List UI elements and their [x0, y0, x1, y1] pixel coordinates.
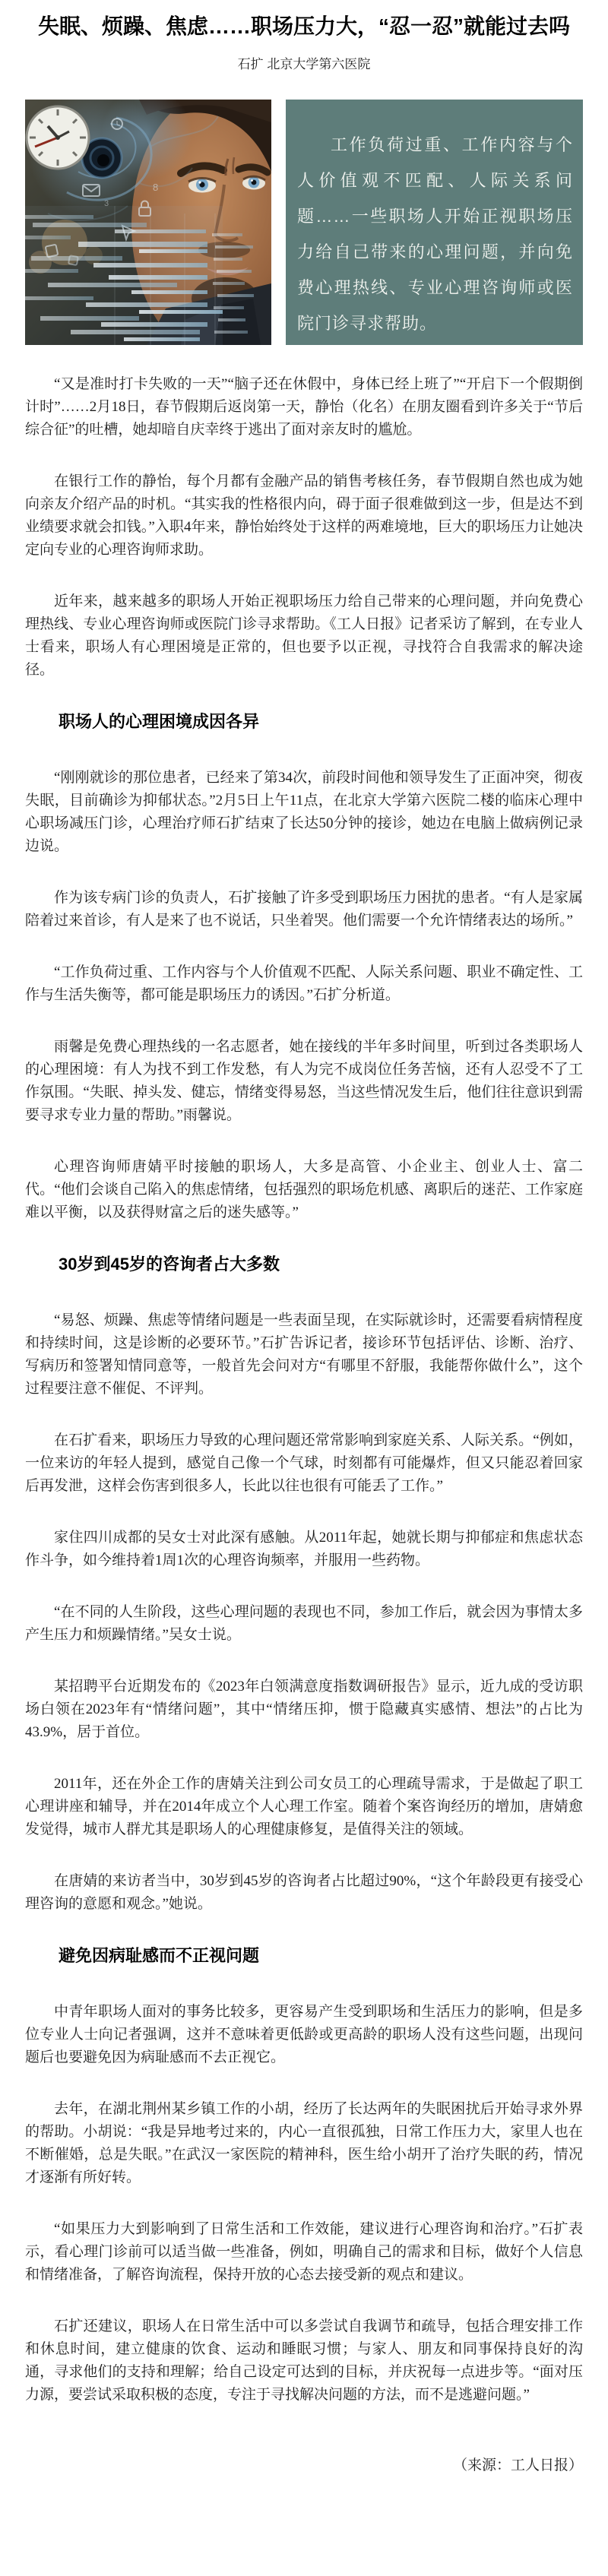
section-heading: 避免因病耻感而不正视问题	[59, 1945, 260, 1965]
paragraph: “又是准时打卡失败的一天”“脑子还在休假中，身体已经上班了”“开启下一个假期倒计时”……2月18日，春节假期后返岗第一天，静怡（化名）在朋友圈看到许多关于“节后综合征”的吐槽，她却暗自庆幸终于逃出了面对亲友时的尴尬。	[25, 375, 583, 438]
paragraph: 在唐婧的来访者当中，30岁到45岁的咨询者占比超过90%，“这个年龄段更有接受心理咨询的意愿和观念。”她说。	[25, 1872, 583, 1912]
paragraph: 作为该专病门诊的负责人，石扩接触了许多受到职场压力困扰的患者。“有人是家属陪着过来首诊，有人是来了也不说话，只坐着哭。他们需要一个允许情绪表达的场所。”	[25, 889, 583, 929]
stressed-worker-illustration	[25, 100, 271, 345]
article-body	[25, 373, 583, 2407]
paragraph: 家住四川成都的吴女士对此深有感触。从2011年起，她就长期与抑郁症和焦虑状态作斗争，如今维持着1周1次的心理咨询频率，并服用一些药物。	[25, 1529, 583, 1568]
clock-icon	[27, 106, 89, 169]
paragraph: 2011年，还在外企工作的唐婧关注到公司女员工的心理疏导需求，于是做起了职工心理讲座和辅导，并在2014年成立个人心理工作室。随着个案咨询经历的增加，唐婧愈发觉得，城市人群尤其是职场人的心理健康修复，是值得关注的领域。	[25, 1775, 583, 1837]
paragraph: “易怒、烦躁、焦虑等情绪问题是一些表面呈现，在实际就诊时，还需要看病情程度和持续时间，这是诊断的必要环节。”石扩告诉记者，接诊环节包括评估、诊断、治疗、写病历和签署知情同意等，一般首先会问对方“有哪里不舒服，我能帮你做什么”，这个过程要注意不催促、不评判。	[25, 1312, 583, 1397]
data-screen-overlay	[25, 206, 254, 345]
paragraph: 雨馨是免费心理热线的一名志愿者，她在接线的半年多时间里，听到过各类职场人的心理困境：有人为找不到工作发愁，有人为完不成岗位任务苦恼，还有人忍受不了工作氛围。“失眠、掉头发、健忘，情绪变得易怒，当这些情况发生后，他们往往意识到需要寻求专业力量的帮助。”雨馨说。	[25, 1038, 583, 1123]
paragraph: 石扩还建议，职场人在日常生活中可以多尝试自我调节和疏导，包括合理安排工作和休息时间，建立健康的饮食、运动和睡眠习惯；与家人、朋友和同事保持良好的沟通，寻求他们的支持和理解；给自己设定可达到的目标，并庆祝每一点进步等。“面对压力源，要尝试采取积极的态度，专注于寻找解决问题的方法，而不是逃避问题。”	[25, 2318, 583, 2403]
paragraph: “如果压力大到影响到了日常生活和工作效能，建议进行心理咨询和治疗。”石扩表示，看心理门诊前可以适当做一些准备，例如，明确自己的需求和目标，做好个人信息和情绪准备，了解咨询流程，保持开放的心态去接受新的观点和建议。	[25, 2220, 583, 2283]
section-heading: 职场人的心理困境成因各异	[59, 711, 260, 731]
paragraph: 在石扩看来，职场压力导致的心理问题还常常影响到家庭关系、人际关系。“例如，一位来访的年轻人提到，感觉自己像一个气球，时刻都有可能爆炸，但又只能忍着回家后再发泄，这样会伤害到很多人，长此以往也很有可能丢了工作。”	[25, 1432, 583, 1494]
hero-overlay-box	[286, 100, 583, 345]
svg-text:3: 3	[104, 198, 109, 208]
article-title: 失眠、烦躁、焦虑……职场压力大，“忍一忍”就能过去吗	[37, 14, 570, 38]
paragraph: 心理咨询师唐婧平时接触的职场人，大多是高管、小企业主、创业人士、富二代。“他们会谈自己陷入的焦虑情绪，包括强烈的职场危机感、离职后的迷茫、工作家庭难以平衡，以及获得财富之后的迷失感等。”	[25, 1158, 583, 1220]
paragraph: 去年，在湖北荆州某乡镇工作的小胡，经历了长达两年的失眠困扰后开始寻求外界的帮助。小胡说：“我是异地考过来的，内心一直很孤独，日常工作压力大，家里人也在不断催婚，总是失眠。”在武汉一家医院的精神科，医生给小胡开了治疗失眠的药，情况才逐渐有所好转。	[25, 2100, 583, 2185]
paragraph: 在银行工作的静怡，每个月都有金融产品的销售考核任务，春节假期自然也成为她向亲友介绍产品的时机。“其实我的性格很内向，碍于面子很难做到这一步，但是达不到业绩要求就会扣钱。”入职4年来，静怡始终处于这样的两难境地，巨大的职场压力让她决定向专业的心理咨询师求助。	[25, 473, 583, 558]
section-heading: 30岁到45岁的咨询者占大多数	[59, 1254, 280, 1274]
paragraph: “工作负荷过重、工作内容与个人价值观不匹配、人际关系问题、职业不确定性、工作与生活失衡等，都可能是职场压力的诱因。”石扩分析道。	[25, 964, 583, 1003]
article-page	[0, 12, 608, 2474]
article-source: （来源：工人日报）	[452, 2457, 583, 2473]
paragraph: 中青年职场人面对的事务比较多，更容易产生受到职场和生活压力的影响，但是多位专业人士向记者强调，这并不意味着更低龄或更高龄的职场人没有这些问题，出现问题后也要避免因为病耻感而不去正视它。	[25, 2003, 583, 2065]
paragraph: 近年来，越来越多的职场人开始正视职场压力给自己带来的心理问题，并向免费心理热线、专业心理咨询师或医院门诊寻求帮助。《工人日报》记者采访了解到，在专业人士看来，职场人有心理困境是正常的，但也要予以正视，寻找符合自我需求的解决途径。	[25, 593, 583, 678]
hero-overlay-text: 工作负荷过重、工作内容与个人价值观不匹配、人际关系问题……一些职场人开始正视职场压力给自己带来的心理问题，并向免费心理热线、专业心理咨询师或医院门诊寻求帮助。	[297, 134, 573, 333]
svg-text:8: 8	[153, 181, 159, 193]
paragraph: 某招聘平台近期发布的《2023年白领满意度指数调研报告》显示，近九成的受访职场白领在2023年有“情绪问题”，其中“情绪压抑，惯于隐藏真实感情、想法”的占比为43.9%，居于首位。	[25, 1678, 583, 1740]
paragraph: “刚刚就诊的那位患者，已经来了第34次，前段时间他和领导发生了正面冲突，彻夜失眠，目前确诊为抑郁状态。”2月5日上午11点，在北京大学第六医院二楼的临床心理中心职场减压门诊，心理治疗师石扩结束了长达50分钟的接诊，她边在电脑上做病例记录边说。	[25, 769, 583, 854]
hero-image	[25, 100, 271, 345]
hero-section	[25, 100, 583, 345]
paragraph: “在不同的人生阶段，这些心理问题的表现也不同，参加工作后，就会因为事情太多产生压力和烦躁情绪。”吴女士说。	[25, 1603, 583, 1643]
article-byline: 石扩 北京大学第六医院	[237, 56, 371, 71]
